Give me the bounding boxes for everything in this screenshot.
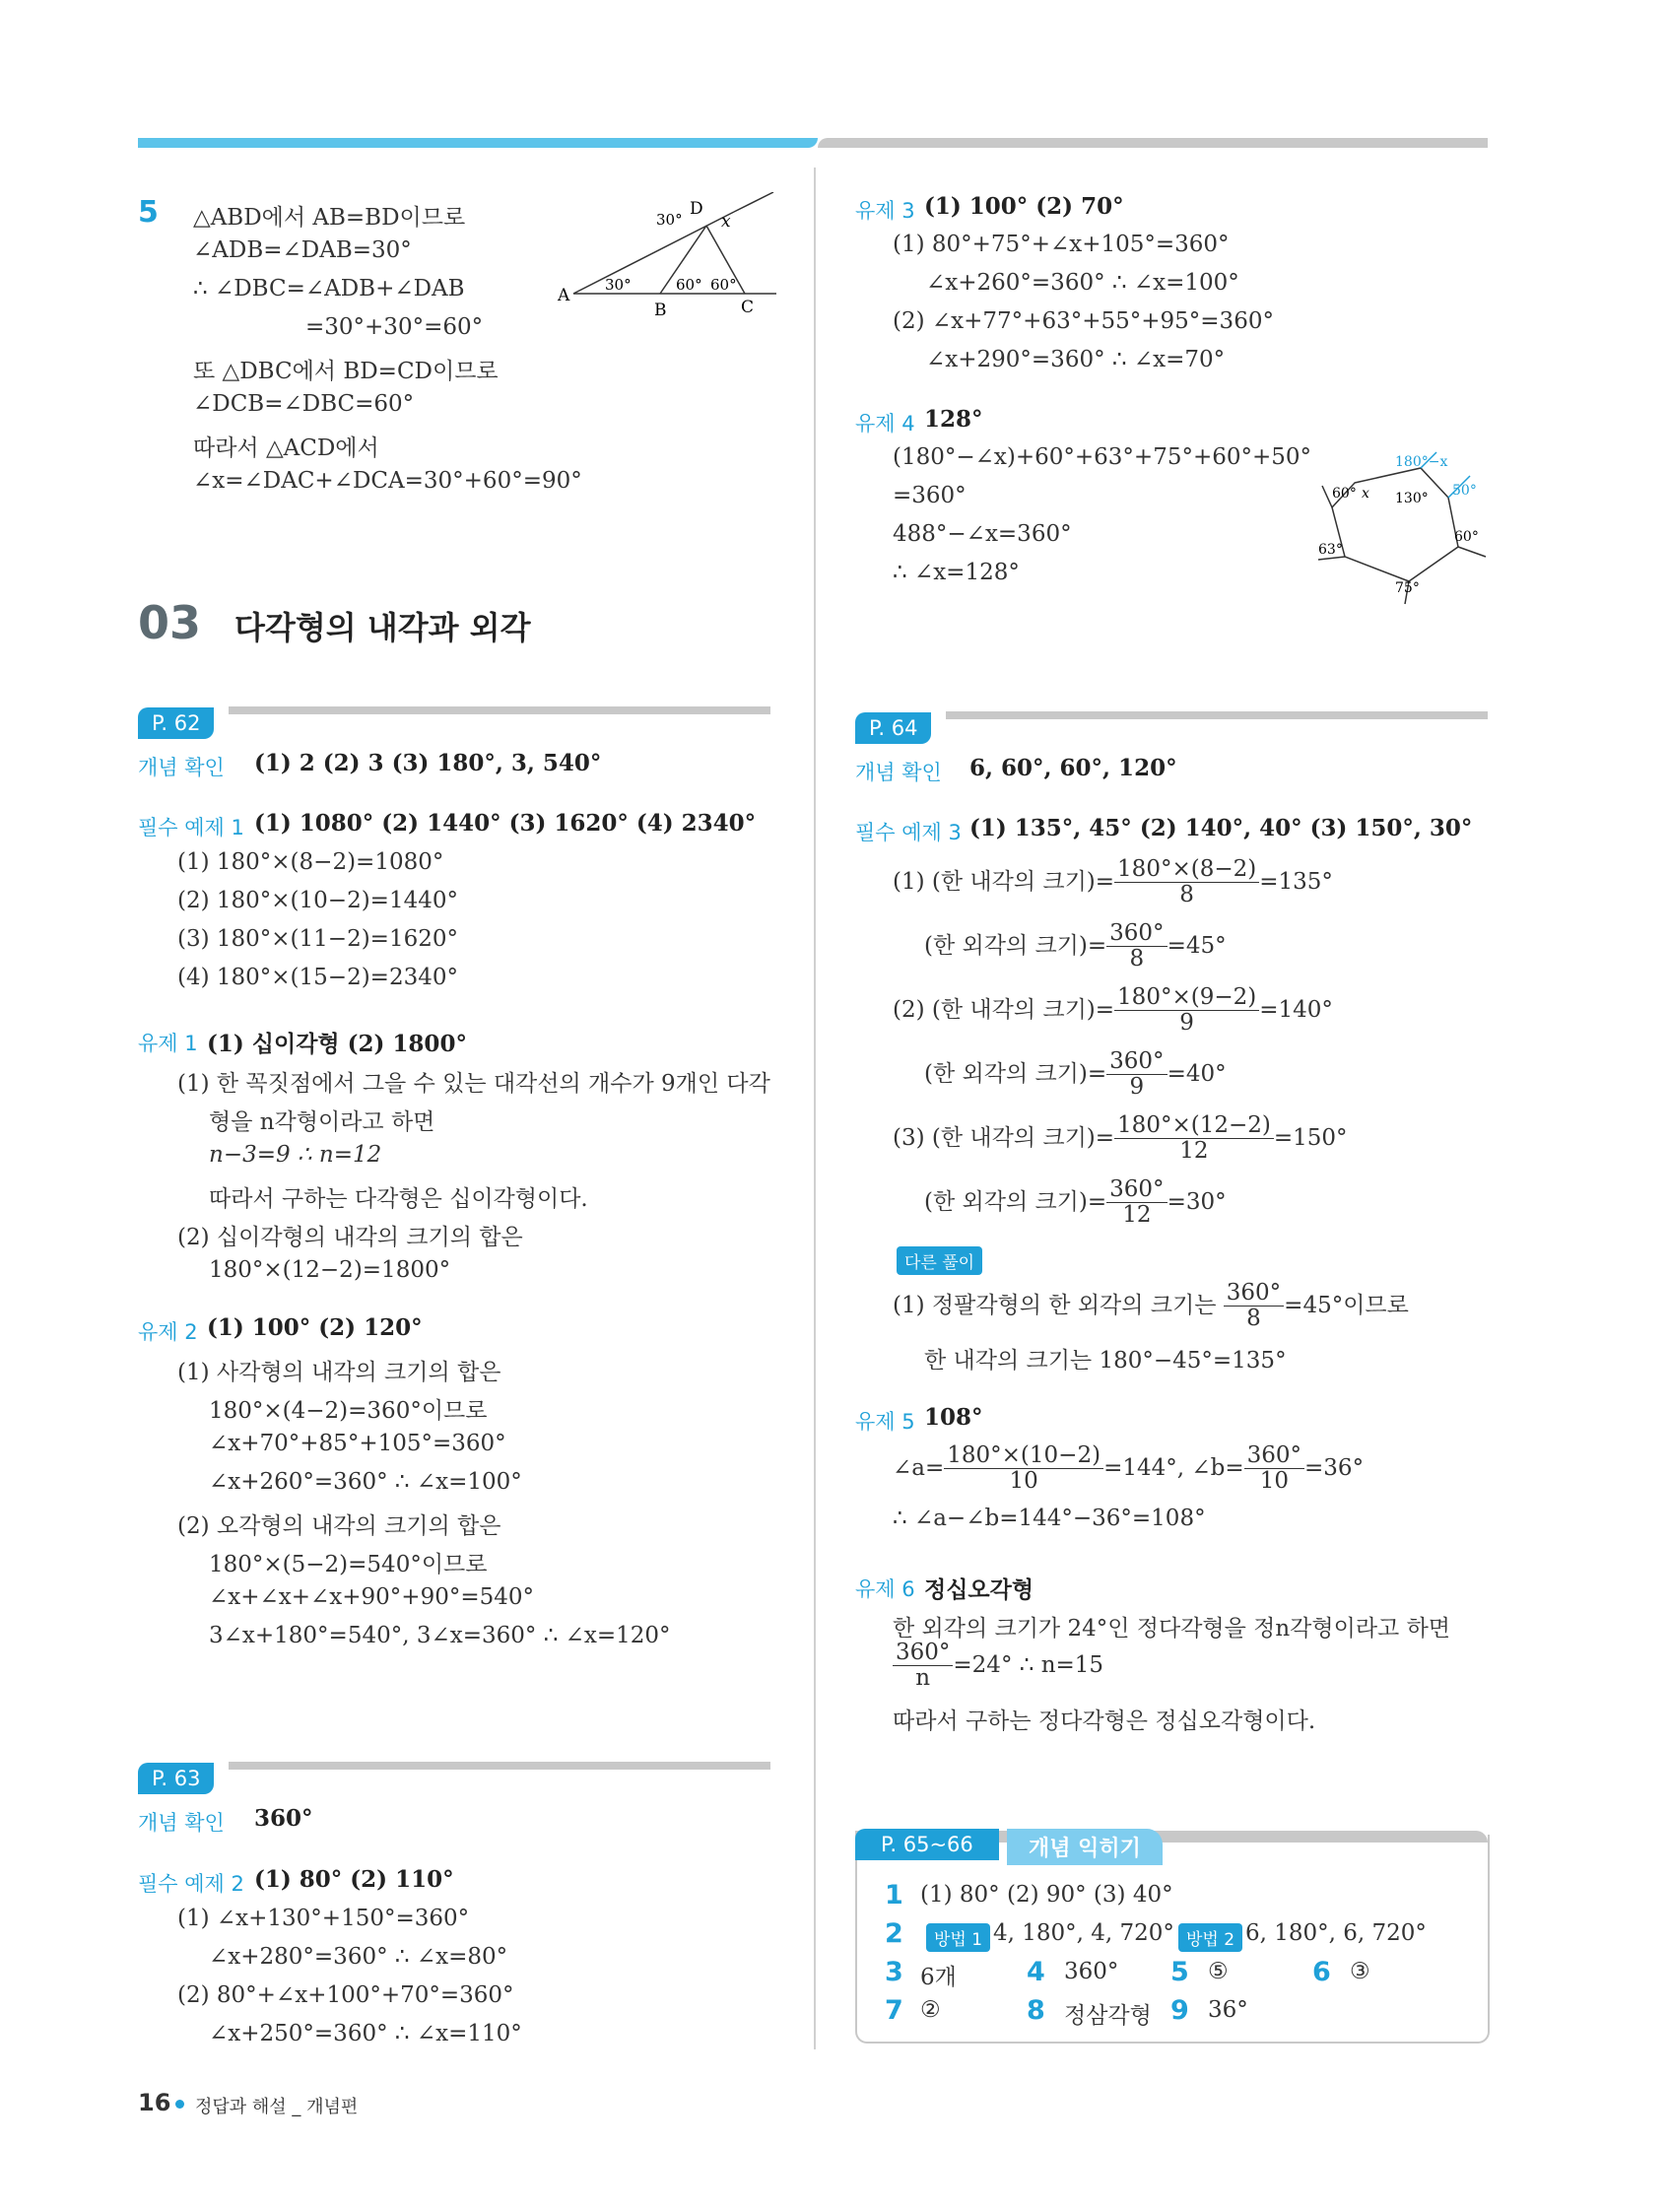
practice-answer: ⑤	[1208, 1959, 1229, 1984]
footer-text: 정답과 해설 _ 개념편	[195, 2097, 359, 2117]
fraction-line: (1) (한 내각의 크기)= $\frac{180^\circ\times(8-2)}{8}$ =135°	[893, 856, 1333, 908]
other-solution-tag: 다른 풀이	[897, 1246, 982, 1275]
text-line: ∠x=∠DAC+∠DCA=30°+60°=90°	[193, 468, 582, 494]
practice-answer: ②	[920, 1997, 941, 2023]
page-tab: P. 62	[138, 707, 214, 739]
fraction-line: ∠a= $\frac{180^\circ\times(10-2)}{10}$ =144°, ∠b= $\frac{360^\circ}{10}$ =36°	[893, 1442, 1365, 1495]
text-line: (2) 180°×(10−2)=1440°	[177, 888, 458, 913]
answer: (1) 100° (2) 70°	[924, 193, 1124, 220]
text-line: 한 외각의 크기가 24°인 정다각형을 정n각형이라고 하면	[893, 1616, 1451, 1642]
practice-num: 3	[885, 1957, 903, 1987]
text-line: 형을 n각형이라고 하면	[209, 1109, 435, 1135]
practice-num: 9	[1170, 1995, 1189, 2026]
angle-label: 63°	[1318, 542, 1343, 558]
angle-label: 130°	[1395, 491, 1429, 506]
answer: (1) 십이각형 (2) 1800°	[207, 1031, 467, 1057]
practice-num: 2	[885, 1918, 903, 1949]
angle-x: x	[1362, 486, 1369, 502]
polygon-figure	[1310, 448, 1498, 606]
practice-title: 개념 익히기	[1007, 1829, 1163, 1865]
label-exercise: 유제 6	[855, 1577, 915, 1601]
label-B: B	[654, 301, 667, 320]
label-exercise: 유제 3	[855, 199, 915, 223]
top-bar-left	[138, 138, 818, 148]
footer-dot	[175, 2100, 184, 2109]
page-tab: P. 64	[855, 712, 931, 744]
answer: (1) 100° (2) 120°	[207, 1314, 423, 1341]
text-line: (2) ∠x+77°+63°+55°+95°=360°	[893, 308, 1274, 334]
fraction-line: (3) (한 내각의 크기)= $\frac{180^\circ\times(12-2)}{12}$ =150°	[893, 1112, 1348, 1165]
text-line: 따라서 구하는 정다각형은 정십오각형이다.	[893, 1709, 1316, 1734]
text-line: (4) 180°×(15−2)=2340°	[177, 965, 458, 990]
text-line: 따라서 구하는 다각형은 십이각형이다.	[209, 1186, 588, 1212]
practice-num: 4	[1027, 1957, 1045, 1987]
text-line: =360°	[893, 483, 967, 508]
page-tab: P. 63	[138, 1763, 214, 1794]
fraction-line: $\frac{360^\circ}{n}$ =24° ∴ n=15	[893, 1641, 1103, 1692]
problem-number: 5	[138, 195, 159, 230]
text-line: ∠x+260°=360° ∴ ∠x=100°	[209, 1469, 522, 1495]
answer: (1) 2 (2) 3 (3) 180°, 3, 540°	[254, 750, 602, 776]
text-line: =30°+30°=60°	[305, 314, 484, 340]
text-line: ∴ ∠x=128°	[893, 560, 1020, 585]
angle-label: 60°	[1454, 529, 1479, 545]
text-line: (1) 한 꼭짓점에서 그을 수 있는 대각선의 개수가 9개인 다각	[177, 1071, 770, 1097]
text-line: ∠x+260°=360° ∴ ∠x=100°	[926, 270, 1239, 296]
fraction-line: (2) (한 내각의 크기)= $\frac{180^\circ\times(9-2)}{9}$ =140°	[893, 984, 1333, 1037]
fraction-line: (한 외각의 크기)= $\frac{360^\circ}{9}$ =40°	[924, 1048, 1227, 1101]
angle-label: 30°	[605, 276, 632, 294]
fraction-line: (한 외각의 크기)= $\frac{360^\circ}{8}$ =45°	[924, 920, 1227, 972]
text-line: ∠x+70°+85°+105°=360°	[209, 1431, 506, 1456]
label-concept: 개념 확인	[138, 1811, 225, 1835]
text-line: ∴ ∠DBC=∠ADB+∠DAB	[193, 276, 465, 302]
text-line: △ABD에서 AB=BD이므로	[193, 205, 466, 231]
text-line: 따라서 △ACD에서	[193, 436, 379, 461]
label-example: 필수 예제 1	[138, 816, 244, 839]
practice-answer: 6개	[920, 1965, 957, 1990]
text-line: (2) 80°+∠x+100°+70°=360°	[177, 1982, 514, 2008]
label-C: C	[741, 298, 755, 317]
practice-answer: 6, 180°, 6, 720°	[1245, 1920, 1427, 1946]
practice-tab: P. 65~66	[855, 1829, 999, 1860]
text-line: 180°×(5−2)=540°이므로	[209, 1552, 488, 1577]
text-line: (180°−∠x)+60°+63°+75°+60°+50°	[893, 444, 1312, 470]
angle-label: 30°	[656, 211, 683, 229]
text-line: (2) 십이각형의 내각의 크기의 합은	[177, 1225, 523, 1250]
answer: 360°	[254, 1805, 313, 1832]
text-line: n−3=9 ∴ n=12	[209, 1142, 382, 1168]
page-number: 16	[138, 2089, 171, 2116]
practice-answer: 36°	[1208, 1997, 1248, 2023]
practice-answer: 360°	[1064, 1959, 1119, 1984]
answer: 6, 60°, 60°, 120°	[969, 755, 1177, 781]
label-D: D	[690, 199, 703, 219]
practice-answer: 4, 180°, 4, 720°	[993, 1920, 1174, 1946]
answer: (1) 135°, 45° (2) 140°, 40° (3) 150°, 30°	[969, 815, 1473, 841]
triangle-figure	[552, 192, 788, 330]
practice-num: 6	[1312, 1957, 1331, 1987]
column-divider	[814, 168, 816, 2049]
answer: 128°	[924, 406, 983, 433]
label-A: A	[558, 286, 570, 305]
section-number: 03	[138, 596, 202, 649]
answer: 정십오각형	[924, 1576, 1034, 1603]
text-line: 3∠x+180°=540°, 3∠x=360° ∴ ∠x=120°	[209, 1623, 671, 1648]
text-line: 180°×(4−2)=360°이므로	[209, 1398, 488, 1424]
angle-x: x	[721, 212, 731, 232]
text-line: ∠ADB=∠DAB=30°	[193, 237, 412, 263]
text-line: (1) 180°×(8−2)=1080°	[177, 849, 444, 875]
text-line: ∠x+280°=360° ∴ ∠x=80°	[209, 1944, 508, 1970]
text-line: ∴ ∠a−∠b=144°−36°=108°	[893, 1506, 1206, 1531]
practice-num: 7	[885, 1995, 903, 2026]
page-tab-bar	[946, 711, 1488, 719]
text-line: (1) 80°+75°+∠x+105°=360°	[893, 232, 1230, 257]
practice-answer: (1) 80° (2) 90° (3) 40°	[920, 1882, 1173, 1908]
angle-label: 75°	[1395, 580, 1420, 596]
angle-label: 60°	[710, 276, 737, 294]
page-tab-bar	[229, 706, 770, 714]
answer: 108°	[924, 1404, 983, 1431]
text-line: (1) ∠x+130°+150°=360°	[177, 1906, 470, 1931]
text-line: (2) 오각형의 내각의 크기의 합은	[177, 1513, 501, 1539]
top-bar-right	[818, 138, 1488, 148]
text-line: (1) 사각형의 내각의 크기의 합은	[177, 1360, 501, 1385]
method-tag: 방법 2	[1178, 1923, 1242, 1952]
page-tab-bar	[229, 1762, 770, 1770]
text-line: ∠x+250°=360° ∴ ∠x=110°	[209, 2021, 522, 2046]
label-example: 필수 예제 2	[138, 1872, 244, 1896]
label-exercise: 유제 2	[138, 1320, 198, 1344]
answer: (1) 80° (2) 110°	[254, 1866, 454, 1893]
label-concept: 개념 확인	[855, 761, 942, 784]
angle-label: 60°	[1332, 486, 1357, 502]
fraction-line: (한 외각의 크기)= $\frac{360^\circ}{12}$ =30°	[924, 1176, 1227, 1229]
label-exercise: 유제 1	[138, 1032, 198, 1055]
label-concept: 개념 확인	[138, 756, 225, 779]
text-line: 한 내각의 크기는 180°−45°=135°	[924, 1348, 1287, 1374]
text-line: ∠DCB=∠DBC=60°	[193, 391, 415, 417]
text-line: 180°×(12−2)=1800°	[209, 1257, 451, 1283]
answer: (1) 1080° (2) 1440° (3) 1620° (4) 2340°	[254, 810, 757, 837]
text-line: 또 △DBC에서 BD=CD이므로	[193, 359, 499, 384]
fraction-line: (1) 정팔각형의 한 외각의 크기는 $\frac{360^\circ}{8}$ =45°이므로	[893, 1280, 1409, 1332]
text-line: (3) 180°×(11−2)=1620°	[177, 926, 458, 952]
label-exercise: 유제 5	[855, 1410, 915, 1434]
practice-num: 5	[1170, 1957, 1189, 1987]
practice-answer: 정삼각형	[1064, 2003, 1152, 2029]
angle-label: 60°	[676, 276, 702, 294]
practice-num: 8	[1027, 1995, 1045, 2026]
text-line: ∠x+∠x+∠x+90°+90°=540°	[209, 1584, 535, 1610]
section-title: 다각형의 내각과 외각	[234, 609, 531, 646]
label-exercise: 유제 4	[855, 412, 915, 436]
practice-num: 1	[885, 1880, 903, 1910]
practice-answer: ③	[1350, 1959, 1370, 1984]
angle-label: 50°	[1452, 483, 1477, 499]
text-line: ∠x+290°=360° ∴ ∠x=70°	[926, 347, 1226, 372]
angle-label: 180°−x	[1395, 454, 1448, 470]
label-example: 필수 예제 3	[855, 821, 962, 844]
method-tag: 방법 1	[926, 1923, 990, 1952]
text-line: 488°−∠x=360°	[893, 521, 1072, 547]
